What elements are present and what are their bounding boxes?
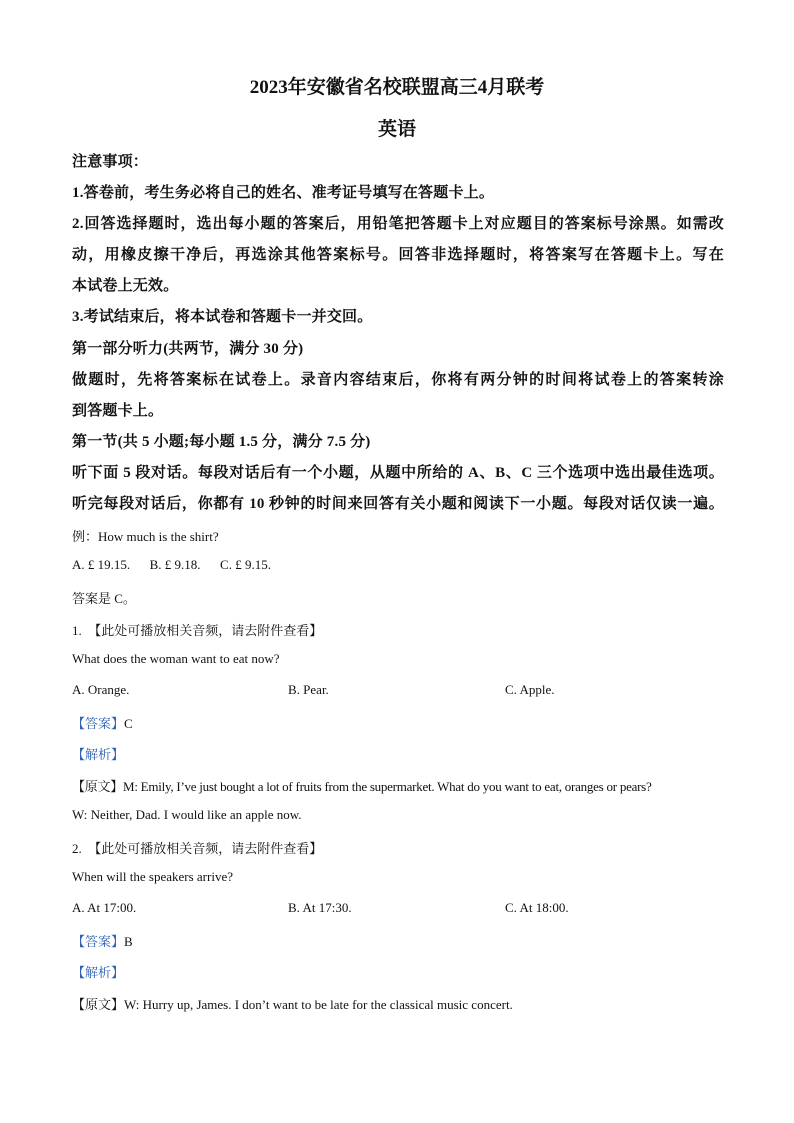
section1-heading: 第一节(共 5 小题;每小题 1.5 分，满分 7.5 分) bbox=[72, 434, 371, 450]
question-2-answer bbox=[72, 931, 724, 950]
question-1-header: 1. 【此处可播放相关音频，请去附件查看】 bbox=[72, 623, 323, 638]
notice-item-2-line-2: 动，用橡皮擦干净后，再选涂其他答案标号。回答非选择题时，将答案写在答题卡上。写在 bbox=[72, 247, 724, 263]
notice-item-2-line-3: 本试卷上无效。 bbox=[72, 278, 179, 294]
notice-heading: 注意事项： bbox=[72, 154, 149, 170]
question-1-option-c: C. Apple. bbox=[505, 682, 555, 697]
question-2-header: 2. 【此处可播放相关音频，请去附件查看】 bbox=[72, 841, 323, 856]
question-2-transcript-line-1 bbox=[72, 994, 724, 1013]
notice-item-3: 3.考试结束后，将本试卷和答题卡一并交回。 bbox=[72, 309, 373, 325]
exam-title: 2023年安徽省名校联盟高三4月联考 bbox=[249, 77, 545, 98]
answer-value: B bbox=[124, 934, 133, 949]
question-1-option-a: A. Orange. bbox=[72, 682, 130, 697]
part1-intro-line-1: 做题时，先将答案标在试卷上。录音内容结束后，你将有两分钟的时间将试卷上的答案转涂 bbox=[72, 372, 724, 388]
answer-label: 【答案】 bbox=[72, 934, 125, 949]
question-2-option-b: B. At 17:30. bbox=[288, 900, 352, 915]
question-2-analysis bbox=[72, 962, 724, 981]
question-1-transcript-line-2: W: Neither, Dad. I would like an apple now. bbox=[72, 807, 302, 822]
section1-intro-line-1: 听下面 5 段对话。每段对话后有一个小题，从题中所给的 A、B、C 三个选项中选出最佳选项。 bbox=[72, 465, 724, 481]
notice-item-2-line-1: 2.回答选择题时，选出每小题的答案后，用铅笔把答题卡上对应题目的答案标号涂黑。如需改 bbox=[72, 216, 724, 232]
example-options: A. £ 19.15. B. £ 9.18. C. £ 9.15. bbox=[72, 557, 271, 572]
analysis-label: 【解析】 bbox=[72, 747, 125, 762]
answer-value: C bbox=[124, 716, 133, 731]
transcript-text: W: Hurry up, James. I don’t want to be late for the classical music concert. bbox=[124, 997, 513, 1012]
notice-item-1: 1.答卷前，考生务必将自己的姓名、准考证号填写在答题卡上。 bbox=[72, 185, 495, 201]
analysis-label: 【解析】 bbox=[72, 965, 125, 980]
section1-intro-line-2: 听完每段对话后，你都有 10 秒钟的时间来回答有关小题和阅读下一小题。每段对话仅读一遍。 bbox=[72, 496, 724, 512]
question-1-text: What does the woman want to eat now? bbox=[72, 651, 280, 666]
question-2-text: When will the speakers arrive? bbox=[72, 869, 233, 884]
example-question: 例：How much is the shirt? bbox=[72, 529, 219, 544]
example-answer: 答案是 C。 bbox=[72, 591, 136, 606]
question-1-answer bbox=[72, 713, 724, 732]
question-1-option-b: B. Pear. bbox=[288, 682, 329, 697]
question-1-transcript-line-1 bbox=[72, 776, 724, 795]
answer-label: 【答案】 bbox=[72, 716, 125, 731]
transcript-label: 【原文】 bbox=[72, 779, 124, 794]
part1-heading: 第一部分听力(共两节，满分 30 分) bbox=[72, 341, 304, 357]
transcript-text: M: Emily, I’ve just bought a lot of fruits from the supermarket. What do you want to eat, oranges or pears? bbox=[123, 779, 652, 794]
transcript-label: 【原文】 bbox=[72, 997, 125, 1012]
part1-intro-line-2: 到答题卡上。 bbox=[72, 403, 164, 419]
question-1-analysis bbox=[72, 744, 724, 763]
subject-title: 英语 bbox=[377, 119, 416, 140]
question-2-option-a: A. At 17:00. bbox=[72, 900, 137, 915]
question-2-option-c: C. At 18:00. bbox=[505, 900, 569, 915]
